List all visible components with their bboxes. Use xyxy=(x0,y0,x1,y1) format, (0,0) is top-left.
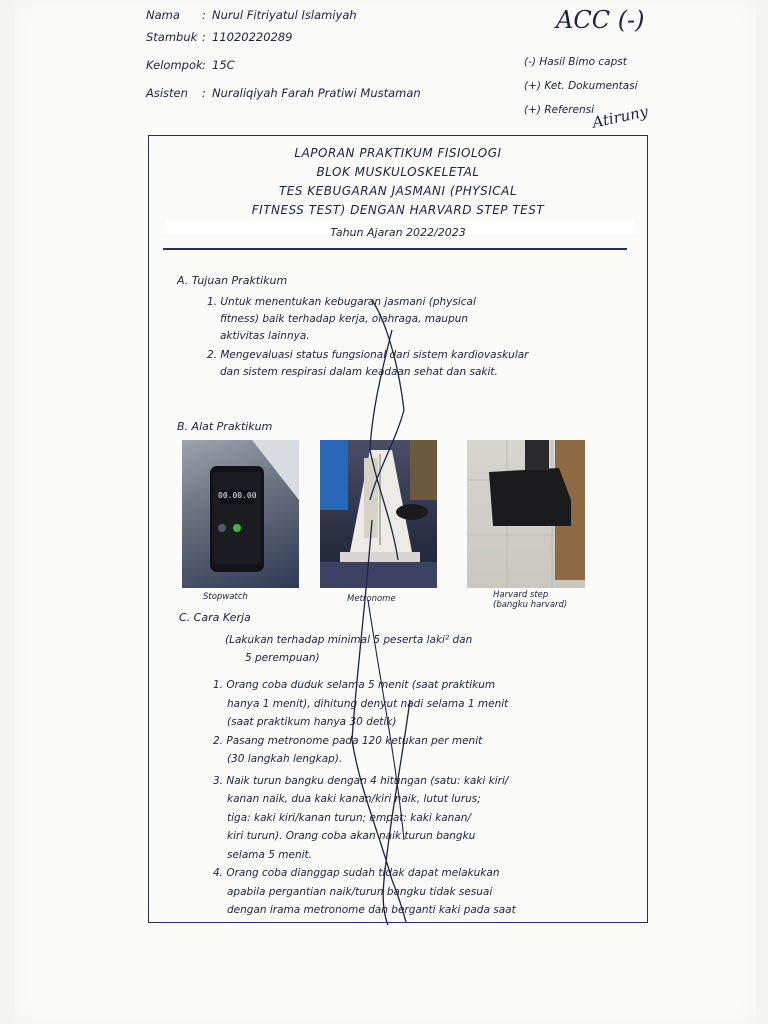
text-line: 3. Naik turun bangku dengan 4 hitungan (satu: kaki kiri/ xyxy=(213,774,509,787)
info-label: Stambuk xyxy=(146,30,198,44)
text-line: dengan irama metronome dan berganti kaki pada saat xyxy=(227,904,516,916)
text-line: fitness) baik terhadap kerja, olahraga, maupun xyxy=(220,313,469,325)
text-line: hanya 1 menit), dihitung denyut nadi selama 1 menit xyxy=(227,697,509,710)
text-line: tiga: kaki kiri/kanan turun; empat: kaki kanan/ xyxy=(227,811,471,824)
section-a-heading: A. Tujuan Praktikum xyxy=(177,274,288,287)
info-row-asisten: Asisten : Nuraliqiyah Farah Pratiwi Mustaman xyxy=(146,86,421,100)
info-value: 11020220289 xyxy=(212,30,293,44)
section-c-heading: C. Cara Kerja xyxy=(179,611,251,624)
review-note: (-) Hasil Bimo capst xyxy=(524,56,627,68)
text-line: (Lakukan terhadap minimal 5 peserta laki² dan xyxy=(225,634,473,646)
text-line: 5 perempuan) xyxy=(245,652,320,664)
report-frame xyxy=(148,135,648,923)
section-c-steps xyxy=(213,676,516,920)
photo-caption: Harvard step (bangku harvard) xyxy=(493,590,568,610)
text-line: 1. Untuk menentukan kebugaran jasmani (physical xyxy=(207,296,476,308)
academic-year: Tahun Ajaran 2022/2023 xyxy=(330,226,466,239)
text-line: selama 5 menit. xyxy=(227,848,313,861)
metronome-photo xyxy=(320,440,437,588)
report-title xyxy=(149,144,647,220)
text-line: 1. Orang coba duduk selama 5 menit (saat praktikum xyxy=(213,679,496,691)
divider xyxy=(163,248,627,250)
info-value: 15C xyxy=(212,58,235,72)
acc-mark: ACC (-) xyxy=(556,6,645,34)
review-note: (+) Referensi xyxy=(524,104,595,116)
info-label: Nama xyxy=(146,8,180,22)
metronome-illustration xyxy=(320,440,437,588)
text-line: 2. Mengevaluasi status fungsional dari sistem kardiovaskular xyxy=(207,349,529,361)
stopwatch-illustration xyxy=(182,440,299,588)
info-value: Nurul Fitriyatul Islamiyah xyxy=(212,8,357,22)
title-line: FITNESS TEST) DENGAN HARVARD STEP TEST xyxy=(251,203,545,217)
title-line: TES KEBUGARAN JASMANI (PHYSICAL xyxy=(278,184,518,198)
info-value: Nuraliqiyah Farah Pratiwi Mustaman xyxy=(212,86,421,100)
info-label: Asisten xyxy=(146,86,188,100)
stopwatch-screen-text: 00.00.00 xyxy=(218,491,257,500)
photo-caption: Metronome xyxy=(347,594,396,604)
harvard-step-illustration xyxy=(467,440,585,588)
text-line: aktivitas lainnya. xyxy=(220,330,310,342)
stopwatch-photo xyxy=(182,440,299,588)
assistant-signature: Atiruny xyxy=(590,102,650,132)
photo-caption: Stopwatch xyxy=(203,592,248,602)
text-line: (saat praktikum hanya 30 detik) xyxy=(227,716,397,728)
text-line: (30 langkah lengkap). xyxy=(227,753,343,765)
info-row-name: Nama : Nurul Fitriyatul Islamiyah xyxy=(146,8,357,22)
info-label: Kelompok xyxy=(146,58,203,72)
title-line: LAPORAN PRAKTIKUM FISIOLOGI xyxy=(294,146,502,160)
text-line: 2. Pasang metronome pada 120 ketukan per menit xyxy=(213,734,483,747)
harvard-step-photo xyxy=(467,440,585,588)
section-c-intro xyxy=(225,631,472,667)
info-row-kelompok: Kelompok : 15C xyxy=(146,58,235,72)
review-note: (+) Ket. Dokumentasi xyxy=(524,80,638,92)
text-line: apabila pergantian naik/turun bangku tidak sesuai xyxy=(227,885,493,898)
text-line: kiri turun). Orang coba akan naik turun bangku xyxy=(227,830,476,842)
info-row-stambuk: Stambuk : 11020220289 xyxy=(146,30,293,44)
text-line: dan sistem respirasi dalam keadaan sehat dan sakit. xyxy=(220,366,498,378)
student-info xyxy=(146,8,421,108)
section-b-heading: B. Alat Praktikum xyxy=(177,420,273,433)
section-a-body xyxy=(207,294,529,381)
text-line: 4. Orang coba dianggap sudah tidak dapat melakukan xyxy=(213,867,500,879)
title-line: BLOK MUSKULOSKELETAL xyxy=(316,165,480,179)
text-line: kanan naik, dua kaki kanan/kiri naik, lutut lurus; xyxy=(227,793,481,805)
